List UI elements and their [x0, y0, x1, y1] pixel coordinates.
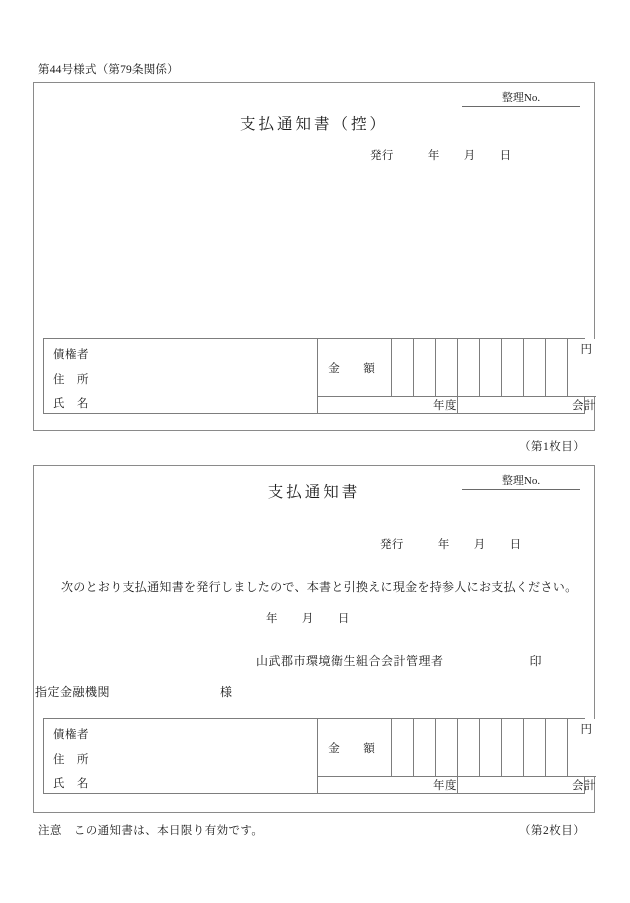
- sheet-one-account-cell: 会計: [458, 397, 597, 414]
- sheet-one-digit-cell-4[interactable]: [458, 339, 480, 397]
- sheet-two-yen-unit: 円: [580, 724, 592, 736]
- sheet-two-amount-table: [43, 718, 596, 794]
- sheet-two-digit-cell-3[interactable]: [436, 719, 458, 777]
- table-row: [44, 339, 596, 397]
- sheet-one-yen-unit: 円: [580, 344, 592, 356]
- sheet-one-seiri-no: 整理No.: [462, 89, 580, 107]
- sheet-two-issuer-name: 山武郡市環境衛生組合会計管理者: [256, 654, 444, 668]
- sheet-two-caption: （第2枚目）: [519, 825, 586, 837]
- note-label: 注意: [38, 825, 62, 837]
- sheet-two-digit-cell-2[interactable]: [414, 719, 436, 777]
- sheet-two-digit-cell-6[interactable]: [502, 719, 524, 777]
- sheet-two-account-cell: 会計: [458, 777, 597, 794]
- sheet-two-issuer: [256, 652, 542, 669]
- sheet-one-issue-date: [370, 147, 512, 163]
- sheet-one-creditor-label: 債権者: [53, 349, 89, 361]
- sheet-one-digit-cell-8[interactable]: [546, 339, 568, 397]
- sheet-one-digit-cell-5[interactable]: [480, 339, 502, 397]
- sheet-one-digit-cell-7[interactable]: [524, 339, 546, 397]
- form-number: 第44号様式（第79条関係）: [38, 64, 179, 76]
- sheet-one-address-label: 住 所: [53, 374, 89, 386]
- sheet-one-digit-cell-2[interactable]: [414, 339, 436, 397]
- sheet-two-address-label: 住 所: [53, 754, 89, 766]
- sheet-two-digit-cell-1[interactable]: [392, 719, 414, 777]
- table-row: [44, 719, 596, 777]
- sheet-two-digit-cell-8[interactable]: [546, 719, 568, 777]
- sheet-two-issue-label: 発行: [380, 539, 404, 551]
- sheet-one-issue-month: 月: [463, 150, 476, 162]
- sheet-two-digit-cell-7[interactable]: [524, 719, 546, 777]
- sheet-two-name-label: 氏 名: [53, 778, 89, 790]
- sheet-two-fiscal-year-cell: 年度: [318, 777, 458, 794]
- sheet-two-issue-year: 年: [437, 539, 450, 551]
- sheet-one-amount-label: 金 額: [318, 339, 392, 397]
- sheet-two-date-month: 月: [301, 613, 314, 625]
- sheet-two-issue-date: [380, 536, 522, 552]
- sheet-one-issue-year: 年: [427, 150, 440, 162]
- sheet-two-issue-day: 日: [509, 539, 522, 551]
- sheet-two-date-line: [266, 610, 350, 626]
- sheet-two-issue-month: 月: [473, 539, 486, 551]
- sheet-one-fiscal-year-cell: 年度: [318, 397, 458, 414]
- sheet-two-note: [38, 822, 263, 838]
- sheet-one-table: [44, 339, 596, 413]
- sheet-two-creditor-label: 債権者: [53, 729, 89, 741]
- seal-mark-icon: 印: [529, 654, 543, 668]
- sheet-two-date-year: 年: [266, 613, 278, 625]
- sheet-one-issue-day: 日: [499, 150, 512, 162]
- note-text: この通知書は、本日限り有効です。: [73, 825, 264, 837]
- sheet-one-digit-cell-9[interactable]: [568, 339, 597, 397]
- sheet-one-digit-cell-6[interactable]: [502, 339, 524, 397]
- sheet-one-digit-cell-1[interactable]: [392, 339, 414, 397]
- sheet-two-creditor-cell: [44, 719, 318, 793]
- sheet-two-bank-line: [35, 683, 233, 700]
- sheet-two-bank-honorific: 様: [220, 685, 233, 699]
- sheet-one-digit-cell-3[interactable]: [436, 339, 458, 397]
- sheet-two-digit-cell-9[interactable]: [568, 719, 597, 777]
- sheet-one-frame: [33, 82, 595, 431]
- sheet-two-seiri-no: 整理No.: [462, 472, 580, 490]
- sheet-one-issue-label: 発行: [370, 150, 394, 162]
- sheet-two-amount-label: 金 額: [318, 719, 392, 777]
- sheet-two-table: [44, 719, 596, 793]
- sheet-one-amount-table: [43, 338, 596, 414]
- sheet-one-name-label: 氏 名: [53, 398, 89, 410]
- sheet-two-body-text: 次のとおり支払通知書を発行しましたので、本書と引換えに現金を持参人にお支払ください。: [61, 580, 578, 594]
- sheet-one-caption: （第1枚目）: [519, 441, 586, 453]
- sheet-two-date-day: 日: [337, 613, 350, 625]
- sheet-two-bank-label: 指定金融機関: [35, 685, 111, 699]
- sheet-two-title: 支払通知書: [267, 484, 361, 501]
- sheet-two-digit-cell-5[interactable]: [480, 719, 502, 777]
- sheet-one-creditor-cell: [44, 339, 318, 413]
- sheet-two-digit-cell-4[interactable]: [458, 719, 480, 777]
- sheet-two-frame: [33, 465, 595, 813]
- sheet-one-title: 支払通知書（控）: [239, 116, 388, 133]
